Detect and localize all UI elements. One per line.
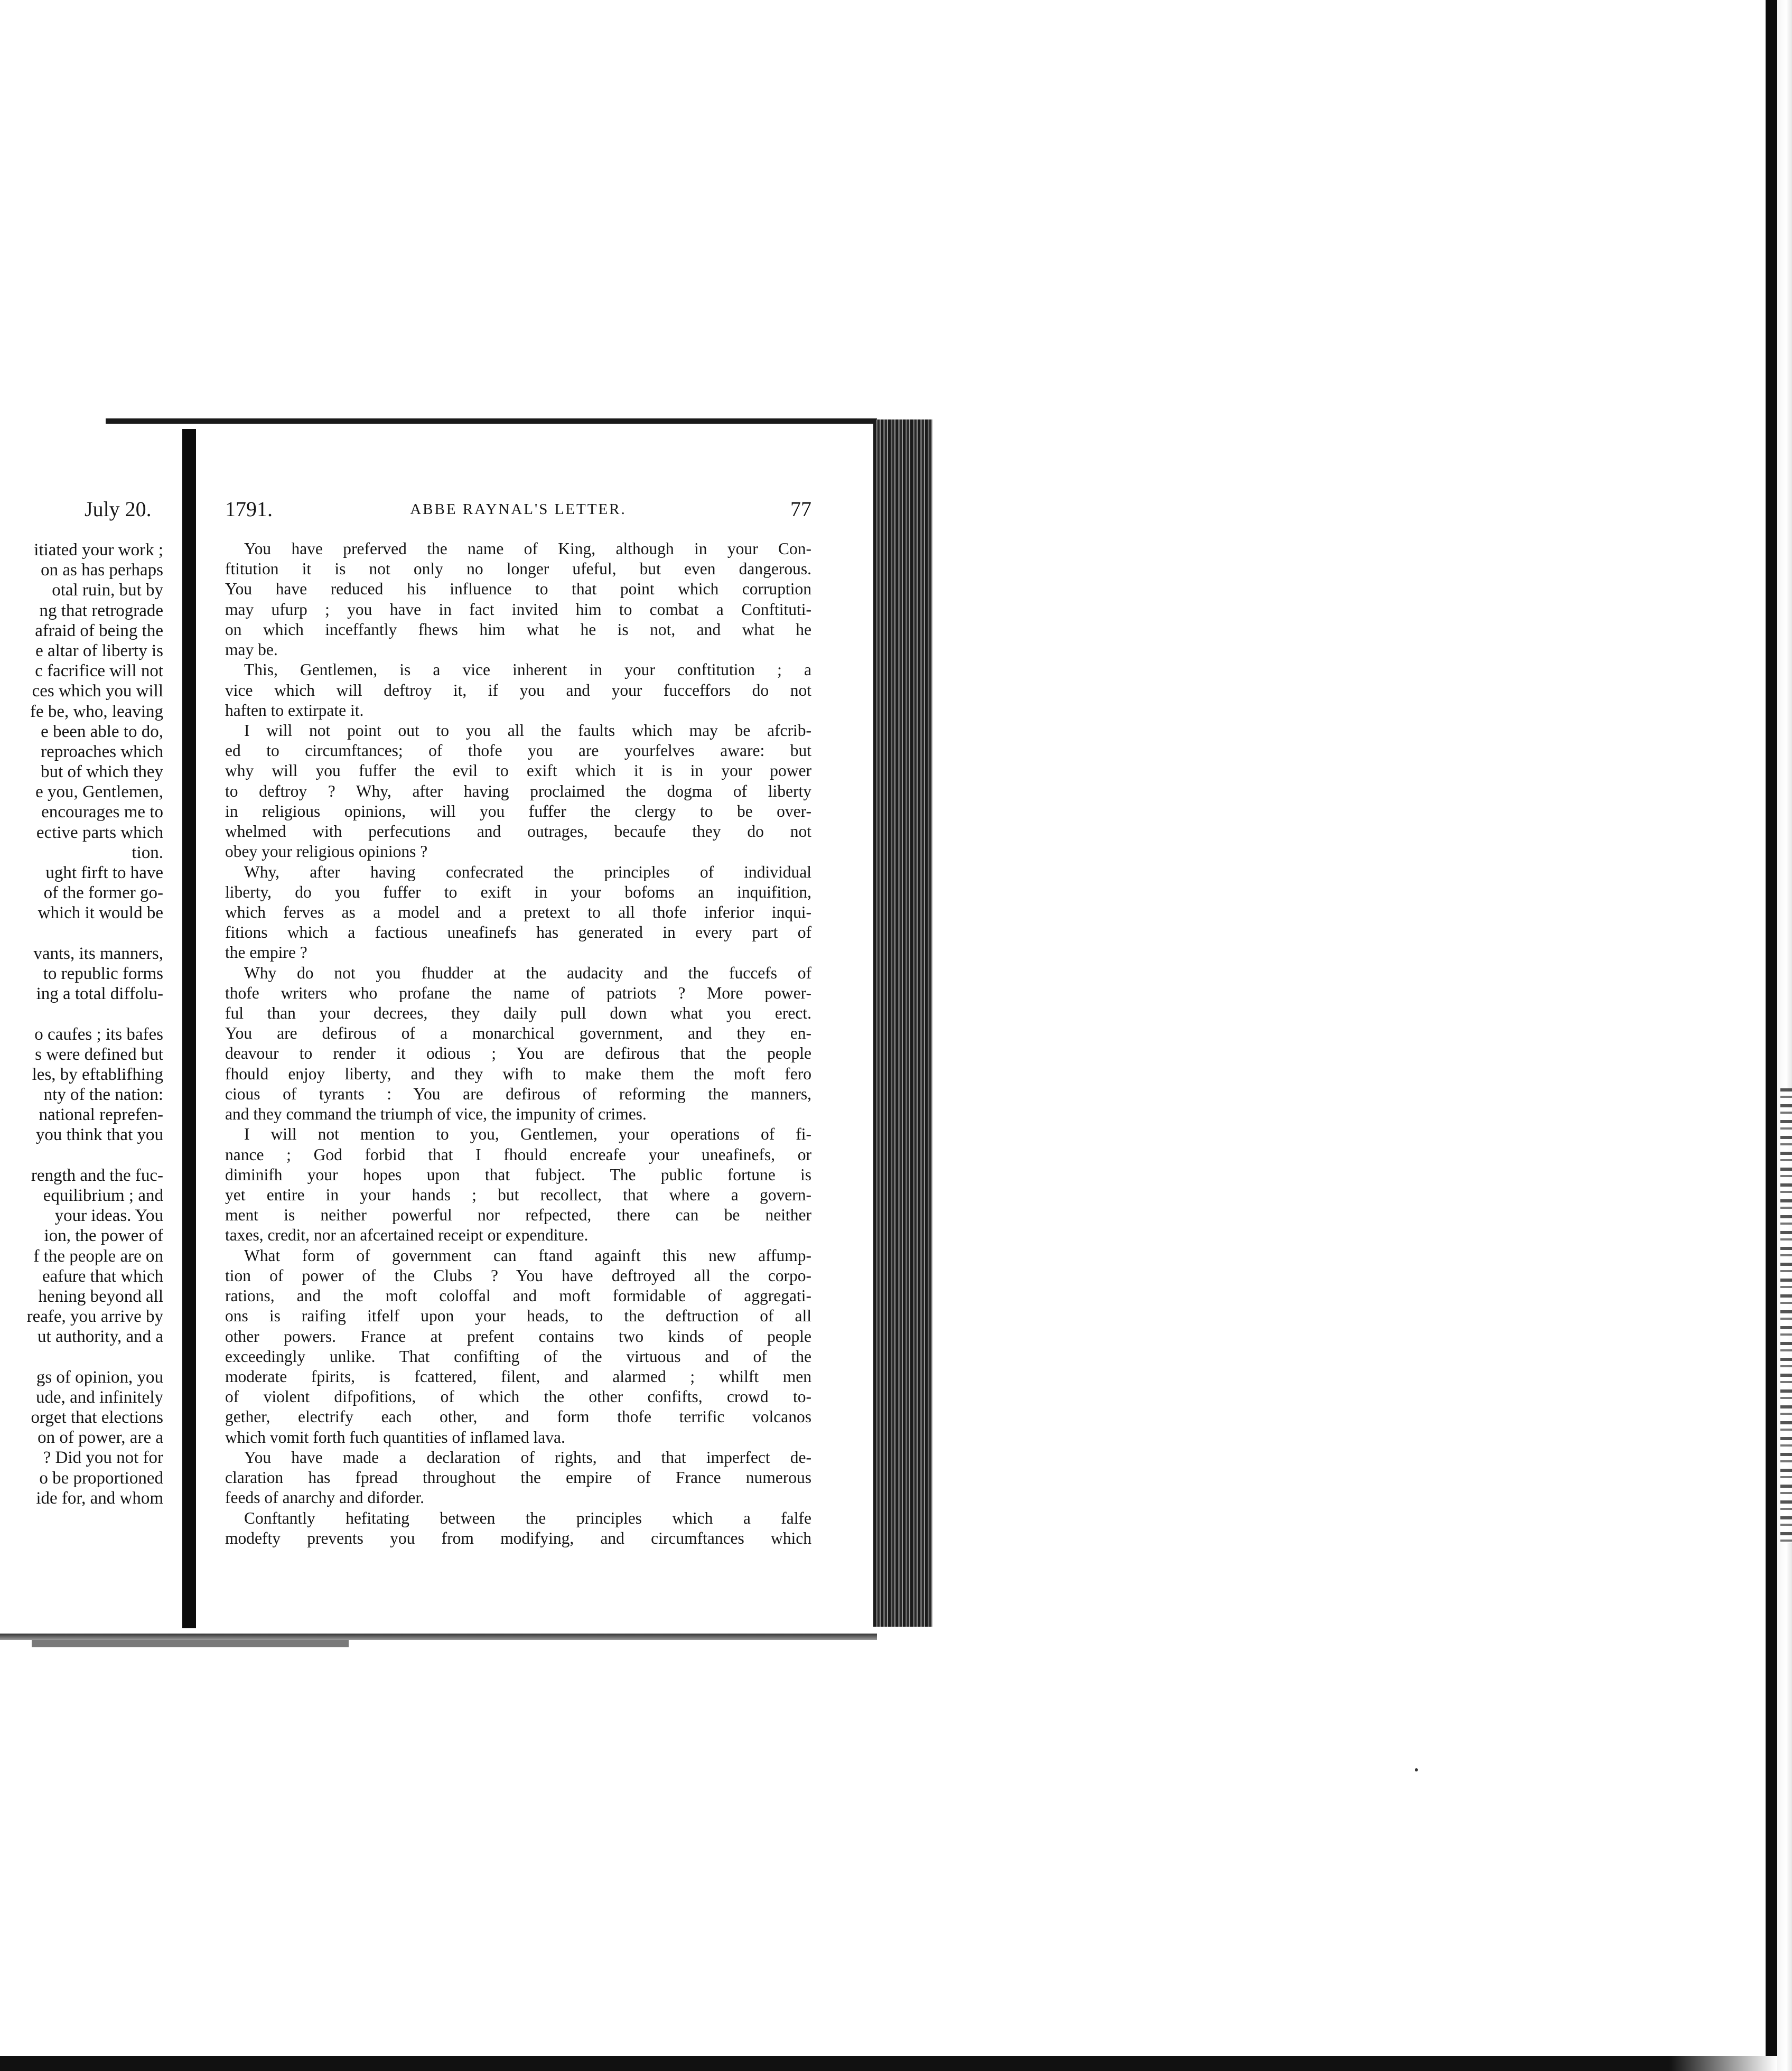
text-line: on which inceffantly fhews him what he is not, and what he bbox=[225, 620, 811, 639]
text-line: other powers. France at prefent contains two kinds of people bbox=[225, 1327, 811, 1346]
right-page bbox=[196, 424, 873, 1634]
text-line: of the former go- bbox=[43, 883, 163, 903]
text-line: ut authority, and a bbox=[38, 1327, 163, 1347]
text-line: whelmed with perfecutions and outrages, becaufe they do not bbox=[225, 822, 811, 841]
text-line: ide for, and whom bbox=[36, 1488, 163, 1508]
text-line: encourages me to bbox=[41, 803, 163, 822]
text-line: nance ; God forbid that I fhould encreafe your uneafinefs, or bbox=[225, 1145, 811, 1164]
text-line: orget that elections bbox=[31, 1408, 163, 1428]
text-line: ? Did you not for bbox=[43, 1448, 163, 1468]
scan-bottom-border bbox=[0, 2056, 1777, 2071]
text-line: ught firft to have bbox=[45, 863, 163, 882]
left-page-header: July 20. bbox=[85, 497, 152, 521]
book-spine bbox=[182, 429, 196, 1628]
text-line: I will not mention to you, Gentlemen, your operations of fi- bbox=[244, 1125, 811, 1144]
text-line: itiated your work ; bbox=[34, 540, 163, 559]
text-line: gs of opinion, you bbox=[36, 1367, 163, 1387]
text-line: eafure that which bbox=[42, 1266, 163, 1286]
text-line: otal ruin, but by bbox=[52, 581, 163, 600]
text-line: o be proportioned bbox=[39, 1468, 163, 1488]
text-line: Why do not you fhudder at the audacity and the fuccefs of bbox=[244, 963, 811, 982]
text-line: o caufes ; its bafes bbox=[34, 1024, 163, 1044]
text-line: afraid of being the bbox=[35, 621, 163, 640]
text-line: feeds of anarchy and diforder. bbox=[225, 1488, 424, 1507]
text-line bbox=[0, 1347, 163, 1367]
text-line: ing a total diffolu- bbox=[36, 984, 163, 1004]
text-line: ective parts which bbox=[36, 823, 163, 842]
page-number: 77 bbox=[790, 497, 811, 521]
text-line: e been able to do, bbox=[41, 722, 163, 741]
text-line: vants, its manners, bbox=[33, 944, 163, 963]
text-line: claration has fpread throughout the empire of France numerous bbox=[225, 1468, 811, 1487]
dust-speck bbox=[1415, 1768, 1418, 1771]
text-line: on as has perhaps bbox=[41, 561, 163, 580]
text-line: liberty, do you fuffer to exift in your bofoms an inquifition, bbox=[225, 882, 811, 901]
text-line: and they command the triumph of vice, the impunity of crimes. bbox=[225, 1105, 647, 1124]
text-line: I will not point out to you all the faults which may be afcrib- bbox=[244, 721, 811, 740]
text-line bbox=[0, 1145, 163, 1165]
text-line: e altar of liberty is bbox=[35, 641, 163, 660]
text-line: yet entire in your hands ; but recollect, that where a govern- bbox=[225, 1186, 811, 1204]
left-page bbox=[0, 424, 182, 1634]
book-bottom-edge bbox=[0, 1634, 877, 1640]
text-line: nty of the nation: bbox=[43, 1085, 163, 1105]
text-line: ude, and infinitely bbox=[35, 1387, 163, 1407]
text-line: to deftroy ? Why, after having proclaimed the dogma of liberty bbox=[225, 781, 811, 800]
text-line bbox=[0, 1004, 163, 1024]
text-line: hening beyond all bbox=[38, 1286, 163, 1306]
text-line: You have made a declaration of rights, and that imperfect de- bbox=[244, 1448, 811, 1467]
text-line: to republic forms bbox=[43, 964, 163, 983]
text-line: your ideas. You bbox=[54, 1206, 163, 1226]
scan-right-border bbox=[1766, 0, 1777, 2071]
text-line: which it would be bbox=[38, 903, 163, 923]
text-line bbox=[0, 923, 163, 944]
page-edges bbox=[873, 419, 932, 1627]
text-line: which vomit forth fuch quantities of inflamed lava. bbox=[225, 1428, 565, 1447]
text-line: equilibrium ; and bbox=[43, 1186, 163, 1205]
text-line: taxes, credit, nor an afcertained receipt or expenditure. bbox=[225, 1226, 589, 1245]
text-line: rations, and the moft coloffal and moft formidable of aggregati- bbox=[225, 1286, 811, 1305]
text-line: ion, the power of bbox=[44, 1226, 163, 1246]
text-line: fe be, who, leaving bbox=[30, 702, 163, 721]
text-line: ment is neither powerful nor refpected, there can be neither bbox=[225, 1206, 811, 1225]
text-line: haften to extirpate it. bbox=[225, 701, 364, 720]
text-line: You are defirous of a monarchical government, and they en- bbox=[225, 1024, 811, 1043]
text-line: s were defined but bbox=[35, 1044, 163, 1064]
left-page-text bbox=[0, 540, 163, 1508]
text-line: on of power, are a bbox=[38, 1428, 163, 1448]
text-line: c facrifice will not bbox=[35, 661, 163, 681]
text-line: why will you fuffer the evil to exift which it is in your power bbox=[225, 761, 811, 780]
text-line: of violent difpofitions, of which the other confifts, crowd to- bbox=[225, 1387, 811, 1406]
book-spread bbox=[0, 418, 932, 1655]
text-line: gether, electrify each other, and form thofe terrific volcanos bbox=[225, 1407, 811, 1426]
text-line: national reprefen- bbox=[39, 1105, 163, 1125]
running-head bbox=[225, 497, 811, 523]
text-line: What form of government can ftand againft this new affump- bbox=[244, 1246, 811, 1265]
text-line: reproaches which bbox=[41, 742, 163, 761]
text-line: ng that retrograde bbox=[39, 601, 163, 620]
book-bottom-shadow bbox=[32, 1640, 349, 1647]
text-line: les, by eftablifhing bbox=[32, 1065, 163, 1084]
text-line: obey your religious opinions ? bbox=[225, 842, 428, 861]
scan-bottom-fade bbox=[1669, 2056, 1777, 2071]
text-line: ful than your decrees, they daily pull down what you erect. bbox=[225, 1004, 811, 1023]
text-line: tion of power of the Clubs ? You have deftroyed all the corpo- bbox=[225, 1266, 811, 1285]
scan-edge-artifact bbox=[1780, 1088, 1792, 1543]
text-line: thofe writers who profane the name of patriots ? More power- bbox=[225, 983, 811, 1002]
scan-right-edge bbox=[1777, 0, 1792, 2071]
text-line: e you, Gentlemen, bbox=[35, 782, 163, 802]
text-line: modefty prevents you from modifying, and circumftances which bbox=[225, 1528, 811, 1547]
book-top-edge bbox=[106, 418, 877, 424]
text-line: reafe, you arrive by bbox=[26, 1307, 163, 1327]
text-line: This, Gentlemen, is a vice inherent in your conftitution ; a bbox=[244, 660, 811, 679]
text-line: moderate fpirits, is fcattered, filent, and alarmed ; whilft men bbox=[225, 1367, 811, 1386]
text-line: fhould enjoy liberty, and they wifh to make them the moft fero bbox=[225, 1064, 811, 1083]
running-head-year: 1791. bbox=[225, 497, 273, 521]
text-line: ces which you will bbox=[32, 682, 163, 701]
text-line: vice which will deftroy it, if you and your fucceffors do not bbox=[225, 680, 811, 699]
text-line: may ufurp ; you have in fact invited him to combat a Conftituti- bbox=[225, 600, 811, 619]
text-line: the empire ? bbox=[225, 943, 307, 962]
text-line: you think that you bbox=[35, 1125, 163, 1145]
text-line: but of which they bbox=[41, 762, 163, 782]
text-line: ed to circumftances; of thofe you are yourfelves aware: but bbox=[225, 741, 811, 760]
text-line: You have preferved the name of King, although in your Con- bbox=[244, 539, 811, 558]
text-line: tion. bbox=[132, 843, 163, 862]
text-line: may be. bbox=[225, 640, 278, 659]
text-line: fitions which a factious uneafinefs has generated in every part of bbox=[225, 923, 811, 942]
text-line: You have reduced his influence to that point which corruption bbox=[225, 580, 811, 599]
running-head-title: ABBE RAYNAL'S LETTER. bbox=[410, 501, 627, 518]
text-line: ftitution it is not only no longer ufeful, but even dangerous. bbox=[225, 559, 811, 579]
text-line: rength and the fuc- bbox=[31, 1165, 163, 1185]
text-line: deavour to render it odious ; You are defirous that the people bbox=[225, 1044, 811, 1063]
text-line: Why, after having confecrated the principles of individual bbox=[244, 862, 811, 881]
text-line: which ferves as a model and a pretext to all thofe inferior inqui- bbox=[225, 902, 811, 921]
text-line: exceedingly unlike. That confifting of the virtuous and of the bbox=[225, 1347, 811, 1366]
text-line: f the people are on bbox=[33, 1246, 163, 1266]
right-page-text bbox=[225, 539, 811, 1548]
text-line: cious of tyrants : You are defirous of reforming the manners, bbox=[225, 1084, 811, 1103]
text-line: diminifh your hopes upon that fubject. The public fortune is bbox=[225, 1165, 811, 1184]
text-line: ons is raifing itfelf upon your heads, to the deftruction of all bbox=[225, 1307, 811, 1326]
text-line: in religious opinions, will you fuffer the clergy to be over- bbox=[225, 801, 811, 820]
text-line: Conftantly hefitating between the principles which a falfe bbox=[244, 1508, 811, 1527]
